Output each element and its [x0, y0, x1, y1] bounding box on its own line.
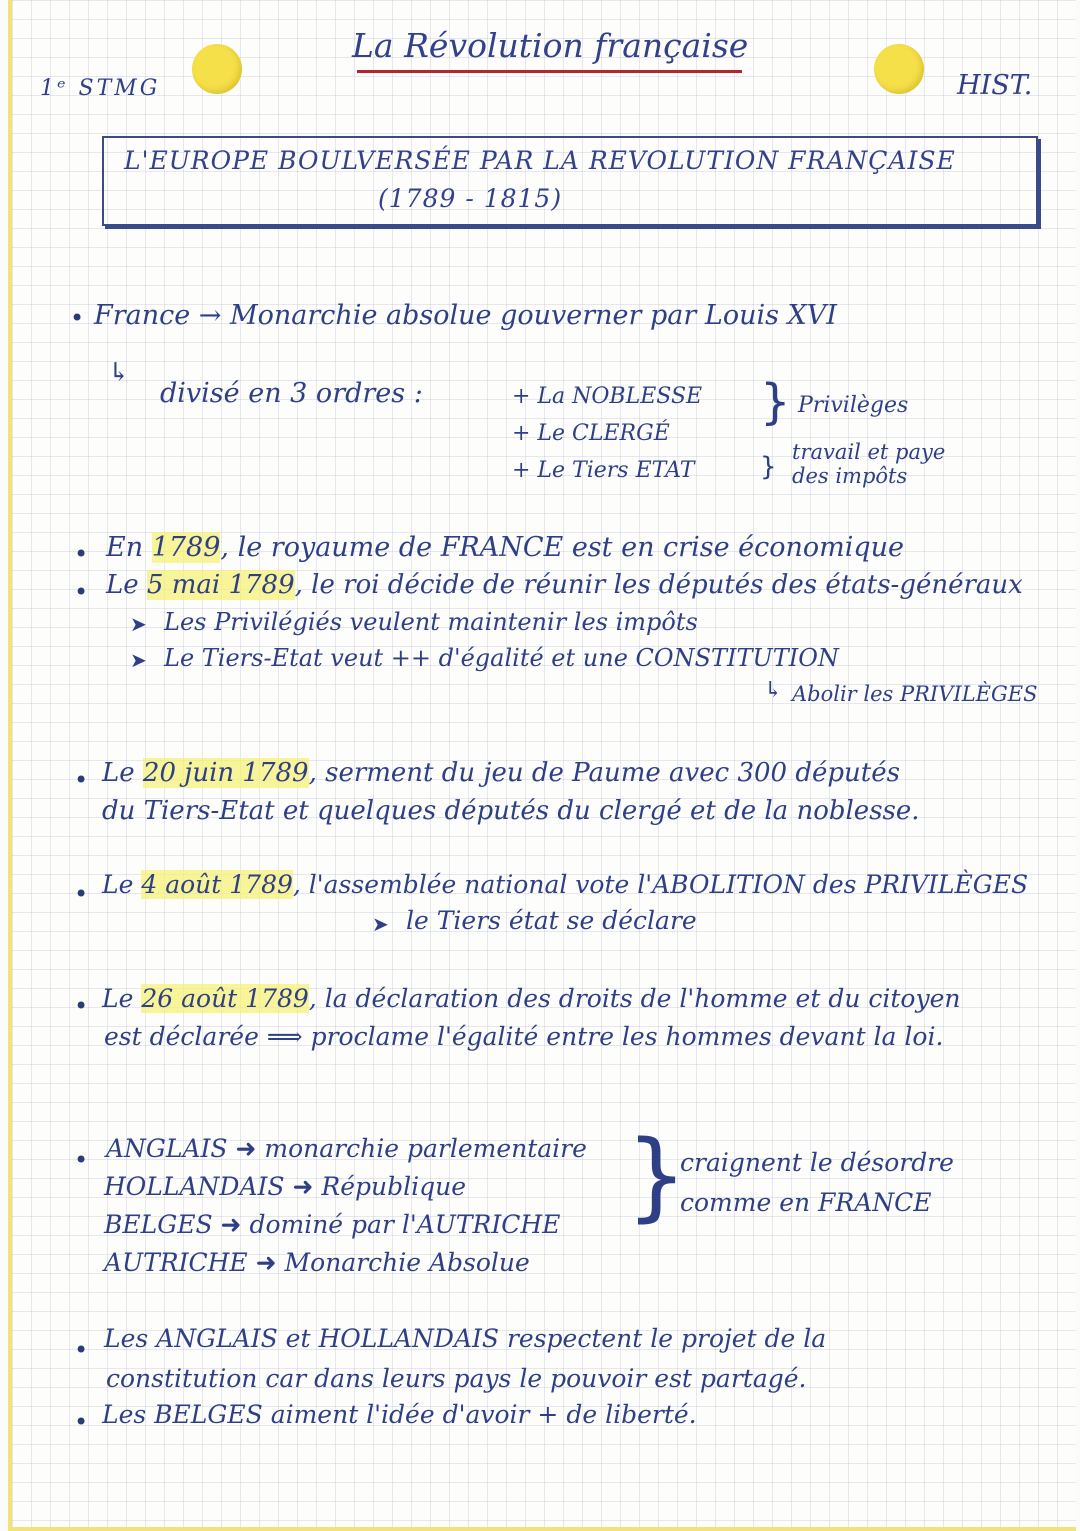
binder-hole-right: [874, 44, 924, 94]
hook-arrow-icon: ↳: [108, 358, 130, 388]
aug4-line: Le 4 août 1789, l'assemblée national vote l'ABOLITION des PRIVILÈGES: [102, 870, 1029, 899]
may-sub3: Abolir les PRIVILÈGES: [792, 682, 1038, 706]
hook-arrow-icon: ↳: [764, 678, 783, 703]
bullet: •: [70, 304, 85, 332]
subject-label: HIST.: [957, 70, 1033, 101]
fear-line1: craignent le désordre: [680, 1148, 954, 1177]
order-noblesse: + La NOBLESSE: [512, 384, 703, 409]
divided-label: divisé en 3 ordres :: [160, 378, 423, 409]
tiers-note-1: travail et paye: [792, 440, 946, 464]
bullet: •: [74, 880, 89, 908]
tiers-note-2: des impôts: [792, 464, 908, 488]
aug26-line: Le 26 août 1789, la déclaration des droits de l'homme et du citoyen: [102, 984, 961, 1013]
crisis-line: En 1789, le royaume de FRANCE est en crise économique: [106, 532, 905, 563]
country-row: HOLLANDAIS ➜ République: [104, 1172, 467, 1201]
conclusion-line2: constitution car dans leurs pays le pouvoir est partagé.: [106, 1364, 807, 1393]
aug26-line2: est déclarée ⟹ proclame l'égalité entre les hommes devant la loi.: [104, 1022, 944, 1051]
bullet: •: [74, 1146, 89, 1174]
may-line: Le 5 mai 1789, le roi décide de réunir les députés des états-généraux: [106, 570, 1023, 600]
country-row: BELGES ➜ dominé par l'AUTRICHE: [104, 1210, 561, 1239]
june-line: Le 20 juin 1789, serment du jeu de Paume avec 300 députés: [102, 758, 900, 788]
may-sub2: Le Tiers-Etat veut ++ d'égalité et une CONSTITUTION: [164, 644, 839, 672]
aug4-sub: le Tiers état se déclare: [406, 906, 697, 935]
bullet: •: [74, 992, 89, 1020]
may-sub1: Les Privilégiés veulent maintenir les impôts: [164, 608, 698, 636]
june-line2: du Tiers-Etat et quelques députés du clergé et de la noblesse.: [102, 796, 920, 826]
notebook-page: [8, 0, 1076, 1531]
binder-hole-left: [192, 44, 242, 94]
arrow-icon: ➤: [130, 648, 147, 672]
bullet: •: [74, 1408, 89, 1436]
brace-icon: }: [760, 452, 777, 482]
arrow-icon: ➤: [130, 612, 147, 636]
arrow-icon: ➤: [372, 912, 389, 936]
bullet: •: [74, 766, 89, 794]
class-label: 1ᵉ STMG: [40, 76, 161, 101]
title-underline: [357, 70, 742, 73]
brace-icon: }: [626, 1120, 688, 1232]
bullet: •: [74, 540, 89, 568]
brace-icon: }: [760, 374, 791, 430]
page-title: La Révolution française: [352, 26, 749, 65]
conclusion-line3: Les BELGES aiment l'idée d'avoir + de liberté.: [102, 1400, 697, 1429]
country-row: AUTRICHE ➜ Monarchie Absolue: [104, 1248, 530, 1277]
order-clerge: + Le CLERGÉ: [512, 421, 670, 446]
conclusion-line1: Les ANGLAIS et HOLLANDAIS respectent le projet de la: [104, 1324, 827, 1353]
country-row: ANGLAIS ➜ monarchie parlementaire: [106, 1134, 587, 1163]
bullet: •: [74, 578, 89, 606]
order-tiers-etat: + Le Tiers ETAT: [512, 458, 695, 483]
france-line: France → Monarchie absolue gouverner par Louis XVI: [94, 300, 837, 331]
bullet: •: [74, 1336, 89, 1364]
fear-line2: comme en FRANCE: [680, 1188, 932, 1217]
chapter-title-line1: L'EUROPE BOULVERSÉE PAR LA REVOLUTION FRANÇAISE: [124, 146, 956, 175]
privileged-label: Privilèges: [798, 393, 909, 418]
chapter-title-line2: (1789 - 1815): [378, 184, 563, 213]
